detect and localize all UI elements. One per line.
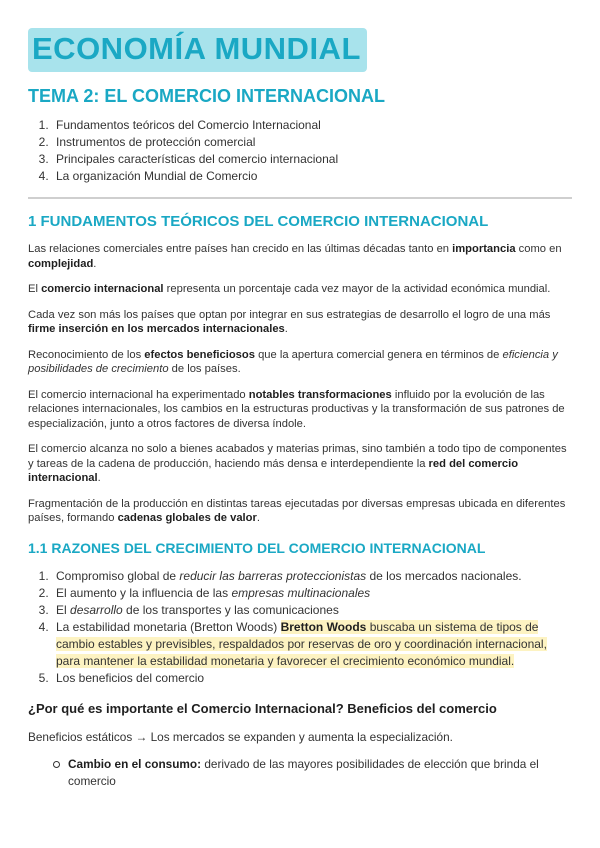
table-of-contents bbox=[28, 117, 572, 185]
section-divider bbox=[28, 197, 572, 199]
text-span: La estabilidad monetaria (Bretton Woods) bbox=[56, 619, 281, 634]
paragraph-2 bbox=[28, 282, 572, 297]
italic-term: eficiencia y posibilidades de crecimiento bbox=[28, 348, 558, 375]
text-span: Fragmentación de la producción en distintas tareas ejecutadas por diversas empresas ubicada en diferentes países, formando bbox=[28, 497, 566, 524]
text-span: que la apertura comercial genera en términos de bbox=[254, 348, 503, 361]
paragraph-3 bbox=[28, 308, 572, 337]
text-span: El bbox=[56, 602, 71, 617]
benefits-line: Beneficios estáticos → Los mercados se expanden y aumenta la especialización. bbox=[28, 729, 453, 744]
italic-term: empresas multinacionales bbox=[231, 585, 371, 600]
toc-item: 4. La organización Mundial de Comercio bbox=[52, 168, 572, 185]
text-span: El bbox=[28, 283, 42, 295]
bold-term: efectos beneficiosos bbox=[144, 348, 255, 361]
text-span: . bbox=[284, 323, 288, 335]
text-span: Compromiso global de bbox=[56, 568, 180, 583]
toc-item: 2. Instrumentos de protección comercial bbox=[52, 134, 572, 151]
benefits-sublist bbox=[28, 756, 572, 790]
section-1-1-title: 1.1 RAZONES DEL CRECIMIENTO DEL COMERCIO INTERNACIONAL bbox=[28, 539, 486, 556]
text-span: de los transportes y las comunicaciones bbox=[122, 602, 339, 617]
italic-term: desarrollo bbox=[70, 602, 123, 617]
toc-item: 1. Fundamentos teóricos del Comercio Internacional bbox=[52, 117, 572, 134]
text-span: . bbox=[97, 472, 101, 484]
main-title: ECONOMÍA MUNDIAL bbox=[28, 28, 367, 72]
bold-term: cadenas globales de valor bbox=[117, 512, 257, 524]
paragraph-1 bbox=[28, 242, 572, 271]
text-span: . bbox=[93, 257, 97, 270]
reason-item bbox=[52, 585, 572, 602]
text-span: como en bbox=[515, 243, 562, 255]
text-span: de los países. bbox=[168, 363, 241, 375]
question-heading: ¿Por qué es importante el Comercio Internacional? Beneficios del comercio bbox=[28, 700, 497, 716]
bold-term: red del comercio internacional bbox=[28, 457, 519, 484]
text-span: El comercio internacional ha experimentado bbox=[28, 388, 249, 401]
paragraph-4 bbox=[28, 348, 572, 377]
paragraph-6 bbox=[28, 442, 572, 486]
reason-item bbox=[52, 619, 572, 670]
paragraph-5 bbox=[28, 388, 572, 432]
text-span: de los mercados nacionales. bbox=[366, 568, 522, 583]
text-span: Los beneficios del comercio bbox=[56, 670, 205, 685]
text-span: representa un porcentaje cada vez mayor de la actividad económica mundial. bbox=[163, 283, 551, 295]
bold-term: Bretton Woods bbox=[280, 619, 367, 634]
text-span: buscaba un sistema de tipos de cambio estables y previsibles, respaldados por reservas de oro y coordinación internacional, para mantener la estabilidad monetaria y favorecer el crecimiento económico mundial. bbox=[56, 619, 547, 668]
italic-term: reducir las barreras proteccionistas bbox=[179, 568, 367, 583]
text-span: . bbox=[256, 512, 260, 524]
text-span: influido por la evolución de las relaciones internacionales, los cambios en la estructuras productivas y la transformación de sus patrones de especialización, junto a otros factores de diversa índole. bbox=[28, 388, 565, 430]
bold-term: firme inserción en los mercados internacionales bbox=[28, 323, 285, 335]
text-span: El aumento y la influencia de las bbox=[56, 585, 232, 600]
reason-item bbox=[52, 602, 572, 619]
text-span: Reconocimiento de los bbox=[28, 348, 145, 361]
bold-term: complejidad bbox=[28, 257, 94, 270]
sub-list-item bbox=[68, 756, 572, 790]
reasons-list bbox=[28, 568, 572, 687]
text-span: Cada vez son más los países que optan por integrar en sus estrategias de desarrollo el logro de una más bbox=[28, 308, 551, 321]
bold-term: comercio internacional bbox=[41, 283, 164, 295]
text-span: Las relaciones comerciales entre países han crecido en las últimas décadas tanto en bbox=[28, 243, 453, 255]
tema-title: TEMA 2: EL COMERCIO INTERNACIONAL bbox=[28, 86, 386, 106]
reason-item bbox=[52, 568, 572, 585]
reason-item bbox=[52, 670, 572, 687]
circle-bullet-icon bbox=[53, 761, 60, 768]
text-span: derivado de las mayores posibilidades de elección que brinda el comercio bbox=[68, 756, 539, 788]
section-1-title: 1 FUNDAMENTOS TEÓRICOS DEL COMERCIO INTERNACIONAL bbox=[28, 213, 489, 230]
bold-term: Cambio en el consumo: bbox=[68, 756, 202, 771]
toc-item: 3. Principales características del comercio internacional bbox=[52, 151, 572, 168]
bold-term: importancia bbox=[452, 243, 516, 255]
text-span: El comercio alcanza no solo a bienes acabados y materias primas, sino también a todo tipo de componentes y tareas de la cadena de producción, haciendo más densa e interdependiente la bbox=[28, 443, 567, 470]
bold-term: notables transformaciones bbox=[248, 388, 392, 401]
paragraph-7 bbox=[28, 497, 572, 526]
